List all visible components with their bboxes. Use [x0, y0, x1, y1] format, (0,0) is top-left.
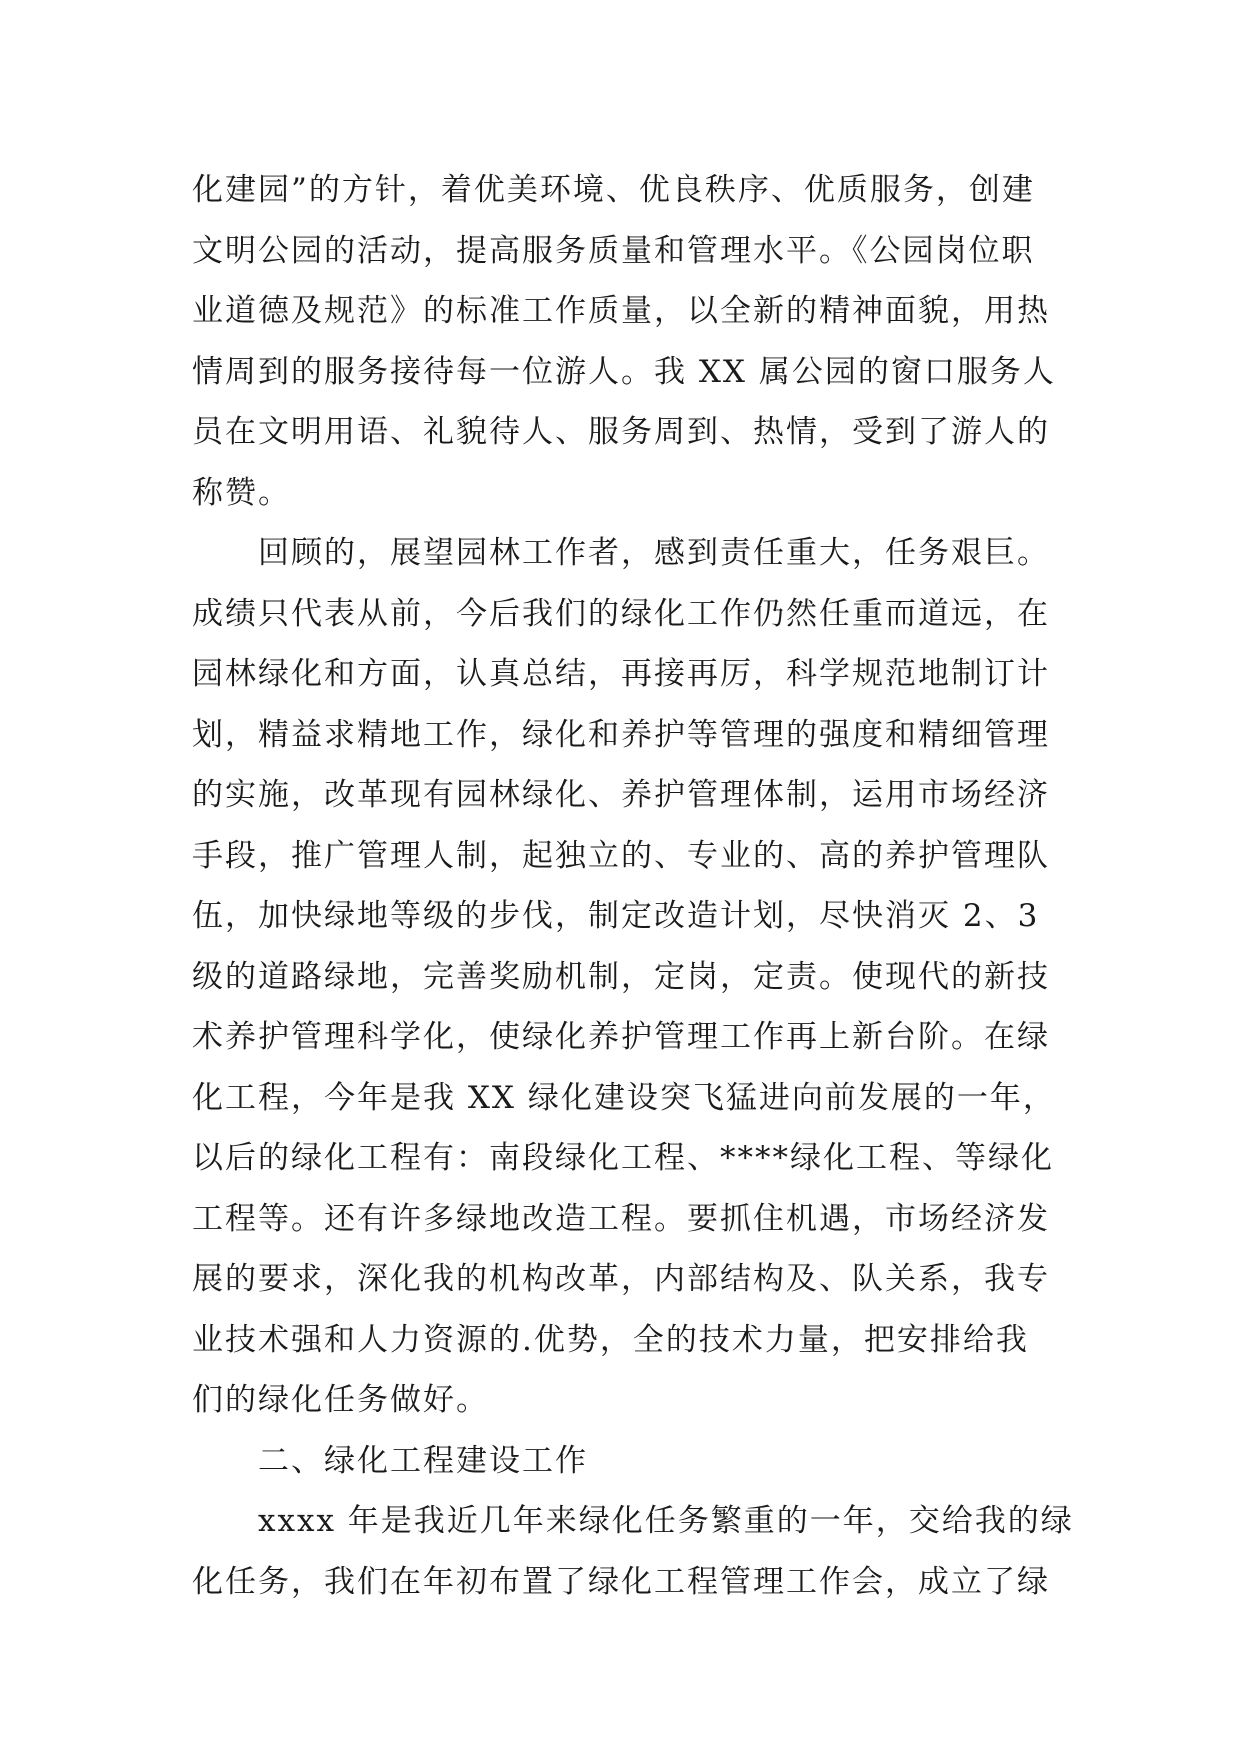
text-line: 的实施，改革现有园林绿化、养护管理体制，运用市场经济 [192, 777, 1050, 813]
text-line: 员在文明用语、礼貌待人、服务周到、热情，受到了游人的 [192, 414, 1050, 450]
text-line: 成绩只代表从前，今后我们的绿化工作仍然任重而道远，在 [192, 595, 1050, 632]
text-line: 展的要求，深化我的机构改革，内部结构及、队关系，我专 [192, 1261, 1050, 1297]
text-line: 业技术强和人力资源的.优势，全的技术力量，把安排给我 [192, 1321, 1029, 1358]
text-line: 文明公园的活动，提高服务质量和管理水平。《公园岗位职 [192, 232, 1035, 269]
text-line: 级的道路绿地，完善奖励机制，定岗，定责。使现代的新技 [192, 958, 1050, 995]
text-line: 化任务，我们在年初布置了绿化工程管理工作会，成立了绿 [192, 1563, 1050, 1600]
text-line: xxxx 年是我近几年来绿化任务繁重的一年，交给我的绿 [258, 1503, 1074, 1539]
text-line: 术养护管理科学化，使绿化养护管理工作再上新台阶。在绿 [192, 1019, 1050, 1055]
text-line: 园林绿化和方面，认真总结，再接再厉，科学规范地制订计 [192, 656, 1050, 692]
text-line: 情周到的服务接待每一位游人。我 XX 属公园的窗口服务人 [192, 353, 1056, 390]
text-line: 回顾的，展望园林工作者，感到责任重大，任务艰巨。 [258, 535, 1050, 571]
text-line: 伍，加快绿地等级的步伐，制定改造计划，尽快消灭 2、3 [192, 898, 1040, 934]
text-line: 手段，推广管理人制，起独立的、专业的、高的养护管理队 [192, 837, 1050, 874]
text-line: 以后的绿化工程有：南段绿化工程、****绿化工程、等绿化 [192, 1140, 1054, 1176]
text-line: 们的绿化任务做好。 [192, 1382, 489, 1418]
text-line: 工程等。还有许多绿地改造工程。要抓住机遇，市场经济发 [192, 1200, 1050, 1237]
text-line: 划，精益求精地工作，绿化和养护等管理的强度和精细管理 [192, 716, 1050, 753]
text-line: 业道德及规范》的标准工作质量，以全新的精神面貌，用热 [192, 293, 1050, 329]
text-line: 化工程，今年是我 XX 绿化建设突飞猛进向前发展的一年， [192, 1079, 1056, 1116]
section-heading: 二、绿化工程建设工作 [258, 1442, 588, 1479]
text-line: 化建园”的方针，着优美环境、优良秩序、优质服务，创建 [192, 172, 1035, 208]
text-line: 称赞。 [192, 474, 291, 511]
document-body [192, 160, 1074, 1612]
